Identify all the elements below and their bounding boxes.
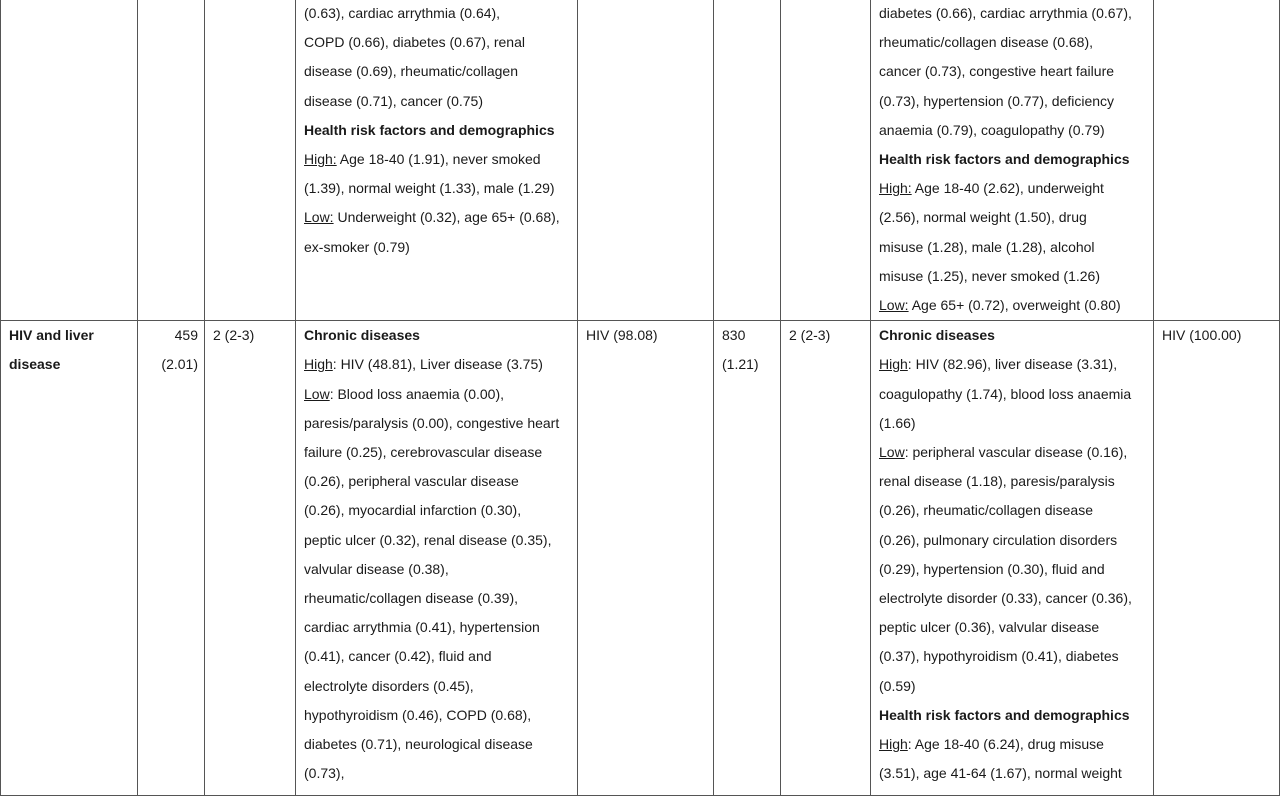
count-cell-2 <box>714 0 781 321</box>
profile-line <box>879 438 1147 467</box>
profile-line: (0.26), peripheral vascular disease <box>304 473 519 490</box>
top-condition-cell-2-text: HIV (100.00) <box>1162 327 1242 344</box>
profile-cell-2 <box>871 321 1154 796</box>
profile-line: disease (0.69), rheumatic/collagen <box>304 63 519 80</box>
profile-line: (0.29), hypertension (0.30), fluid and <box>879 560 1105 577</box>
profile-line: (1.39), normal weight (1.33), male (1.29) <box>304 180 555 197</box>
profile-line: renal disease (1.18), paresis/paralysis <box>879 473 1115 490</box>
profile-line: valvular disease (0.38), <box>304 560 449 577</box>
level-label: High: <box>304 151 337 168</box>
profile-line <box>304 203 571 232</box>
profile-line <box>879 350 1147 379</box>
profile-line: (0.26), rheumatic/collagen disease <box>879 502 1094 519</box>
top-condition-cell-1-text: HIV (98.08) <box>586 327 658 344</box>
profile-line: (0.73), hypertension (0.77), deficiency <box>879 92 1115 109</box>
profile-text: : Blood loss anaemia (0.00), <box>329 385 505 402</box>
profile-line: anaemia (0.79), coagulopathy (0.79) <box>879 121 1105 138</box>
median-cell-2 <box>781 0 871 321</box>
table-row <box>1 321 1280 796</box>
profile-line <box>879 730 1147 759</box>
level-label: Low: <box>304 209 334 226</box>
profile-line: (2.56), normal weight (1.50), drug <box>879 209 1087 226</box>
median-cell-2 <box>781 321 871 796</box>
profile-line: ex-smoker (0.79) <box>304 238 410 255</box>
median-cell-1 <box>205 321 296 796</box>
profile-line: disease (0.71), cancer (0.75) <box>304 92 483 109</box>
profile-line: paresis/paralysis (0.00), congestive heart <box>304 414 560 431</box>
level-label: High <box>879 356 908 373</box>
table-body <box>1 0 1280 796</box>
level-label: High <box>304 356 333 373</box>
profile-text: Age 18-40 (2.62), underweight <box>911 180 1104 197</box>
section-heading: Chronic diseases <box>304 327 420 344</box>
median-cell-1-text: 2 (2-3) <box>213 327 255 344</box>
profile-line <box>879 174 1147 203</box>
profile-line: hypothyroidism (0.46), COPD (0.68), <box>304 706 532 723</box>
profile-line: (0.73), <box>304 765 345 782</box>
count-cell-1 <box>138 321 205 796</box>
level-label: High <box>879 736 908 753</box>
section-heading: Chronic diseases <box>879 327 995 344</box>
profile-text: : HIV (48.81), Liver disease (3.75) <box>332 356 543 373</box>
profile-line: misuse (1.28), male (1.28), alcohol <box>879 238 1095 255</box>
median-cell-1 <box>205 0 296 321</box>
level-label: Low: <box>879 297 909 314</box>
count-cell-2-line: 830 <box>722 327 746 344</box>
top-condition-cell-2 <box>1154 321 1280 796</box>
cluster-name-cell <box>1 321 138 796</box>
profile-line: (0.59) <box>879 677 916 694</box>
count-cell-2-line: (1.21) <box>722 356 759 373</box>
profile-cell-1 <box>296 0 578 321</box>
section-heading: Health risk factors and demographics <box>879 151 1130 168</box>
level-label: Low <box>879 444 905 461</box>
profile-line: (1.66) <box>879 414 916 431</box>
profile-line: (3.51), age 41-64 (1.67), normal weight <box>879 765 1122 782</box>
profile-line: misuse (1.25), never smoked (1.26) <box>879 267 1100 284</box>
top-condition-cell-2 <box>1154 0 1280 321</box>
count-cell-1-line: 459 <box>174 327 198 344</box>
count-cell-1-line: (2.01) <box>161 356 198 373</box>
profile-cell-1 <box>296 321 578 796</box>
profile-line <box>304 380 571 409</box>
count-cell-2 <box>714 321 781 796</box>
cluster-name-cell <box>1 0 138 321</box>
profile-line: rheumatic/collagen disease (0.68), <box>879 34 1094 51</box>
profile-line: rheumatic/collagen disease (0.39), <box>304 590 519 607</box>
profile-line: diabetes (0.71), neurological disease <box>304 736 533 753</box>
profile-line: cancer (0.73), congestive heart failure <box>879 63 1115 80</box>
top-condition-cell-1 <box>578 321 714 796</box>
profile-text: : peripheral vascular disease (0.16), <box>904 444 1128 461</box>
level-label: High: <box>879 180 912 197</box>
profile-line: electrolyte disorder (0.33), cancer (0.36), <box>879 590 1132 607</box>
profile-line: diabetes (0.66), cardiac arrythmia (0.67), <box>879 5 1132 21</box>
profile-line: coagulopathy (1.74), blood loss anaemia <box>879 385 1132 402</box>
profile-line: failure (0.25), cerebrovascular disease <box>304 444 543 461</box>
profile-line: (0.63), cardiac arrythmia (0.64), <box>304 5 501 21</box>
cluster-name-cell-line: HIV and liver <box>9 327 94 344</box>
profile-line <box>879 291 1147 320</box>
section-heading: Health risk factors and demographics <box>304 121 555 138</box>
profile-line: (0.26), pulmonary circulation disorders <box>879 531 1118 548</box>
median-cell-2-text: 2 (2-3) <box>789 327 831 344</box>
profile-text: : HIV (82.96), liver disease (3.31), <box>907 356 1118 373</box>
profile-text: Age 65+ (0.72), overweight (0.80) <box>908 297 1121 314</box>
level-label: Low <box>304 385 330 402</box>
profile-text: Age 18-40 (1.91), never smoked <box>336 151 541 168</box>
profile-line <box>304 145 571 174</box>
profile-line: (0.37), hypothyroidism (0.41), diabetes <box>879 648 1119 665</box>
profile-line: (0.26), myocardial infarction (0.30), <box>304 502 522 519</box>
profile-text: : Age 18-40 (6.24), drug misuse <box>907 736 1104 753</box>
profile-line: (0.41), cancer (0.42), fluid and <box>304 648 492 665</box>
profile-text: Underweight (0.32), age 65+ (0.68), <box>333 209 560 226</box>
profile-line: COPD (0.66), diabetes (0.67), renal <box>304 34 525 51</box>
top-condition-cell-1 <box>578 0 714 321</box>
cluster-name-cell-line: disease <box>9 356 61 373</box>
count-cell-1 <box>138 0 205 321</box>
profile-line: peptic ulcer (0.36), valvular disease <box>879 619 1100 636</box>
section-heading: Health risk factors and demographics <box>879 706 1130 723</box>
profile-line: electrolyte disorders (0.45), <box>304 677 474 694</box>
profile-line: peptic ulcer (0.32), renal disease (0.35), <box>304 531 552 548</box>
profile-line: cardiac arrythmia (0.41), hypertension <box>304 619 540 636</box>
profile-cell-2 <box>871 0 1154 321</box>
table-row <box>1 0 1280 321</box>
profile-line <box>304 350 571 379</box>
